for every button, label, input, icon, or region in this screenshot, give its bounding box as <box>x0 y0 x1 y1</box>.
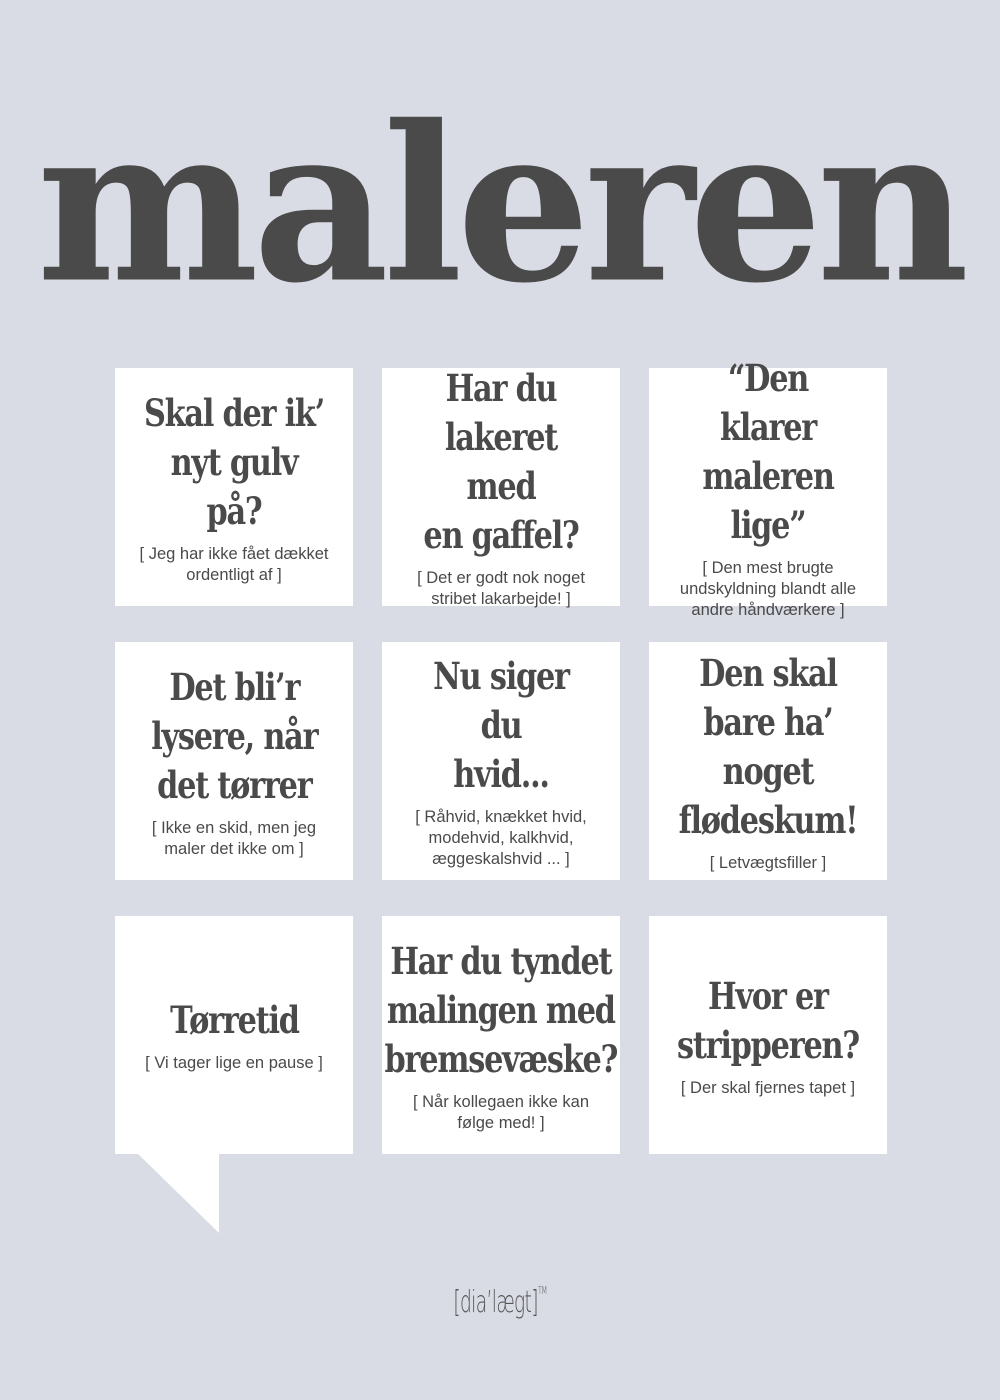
quote-card <box>649 355 887 619</box>
quote-note: [ Råhvid, knækket hvid, modehvid, kalkhvid, æggeskalshvid ... ] <box>415 808 587 868</box>
quote-text: Har du tyndet malingen med bremsevæske? <box>384 938 618 1081</box>
quote-card <box>382 642 620 880</box>
quote-grid <box>115 355 888 1154</box>
quote-card <box>115 368 353 606</box>
poster-title: maleren <box>36 78 964 331</box>
brand-logo-text: [dia’lægt] <box>453 1285 538 1320</box>
quote-note: [ Den mest brugte undskyldning blandt alle andre håndværkere ] <box>679 558 857 619</box>
quote-text: Har du lakeret med en gaffel? <box>423 366 579 557</box>
quote-note: [ Når kollegaen ikke kan følge med! ] <box>412 1092 590 1132</box>
quote-card-speech-bubble <box>115 916 353 1154</box>
quote-text: “Den klarer maleren lige” <box>702 355 834 547</box>
quote-note: [ Vi tager lige en pause ] <box>145 1054 323 1072</box>
trademark-mark: TM <box>537 1284 547 1297</box>
quote-note: [ Letvægtsfiller ] <box>709 853 827 872</box>
quote-text: Nu siger du hvid... <box>433 654 569 796</box>
quote-card <box>649 916 887 1154</box>
quote-card <box>115 642 353 880</box>
quote-card <box>382 368 620 606</box>
speech-bubble-tail-shape <box>137 1153 219 1233</box>
quote-card <box>382 916 620 1154</box>
quote-text: Det bli’r lysere, når det tørrer <box>150 664 318 807</box>
quote-note: [ Der skal fjernes tapet ] <box>680 1078 856 1097</box>
quote-note: [ Jeg har ikke fået dækket ordentligt af ] <box>139 544 329 584</box>
quote-text: Den skal bare ha’ noget flødeskum! <box>678 650 858 842</box>
quote-text: Tørretid <box>169 998 299 1042</box>
quote-text: Skal der ik’ nyt gulv på? <box>143 390 325 533</box>
speech-bubble-tail <box>115 1153 219 1233</box>
quote-note: [ Ikke en skid, men jeg maler det ikke om ] <box>151 818 317 858</box>
quote-note: [ Det er godt nok noget stribet lakarbejde! ] <box>417 569 585 608</box>
quote-text: Hvor er stripperen? <box>677 973 859 1067</box>
brand-logo <box>190 1284 810 1320</box>
quote-card <box>649 642 887 880</box>
